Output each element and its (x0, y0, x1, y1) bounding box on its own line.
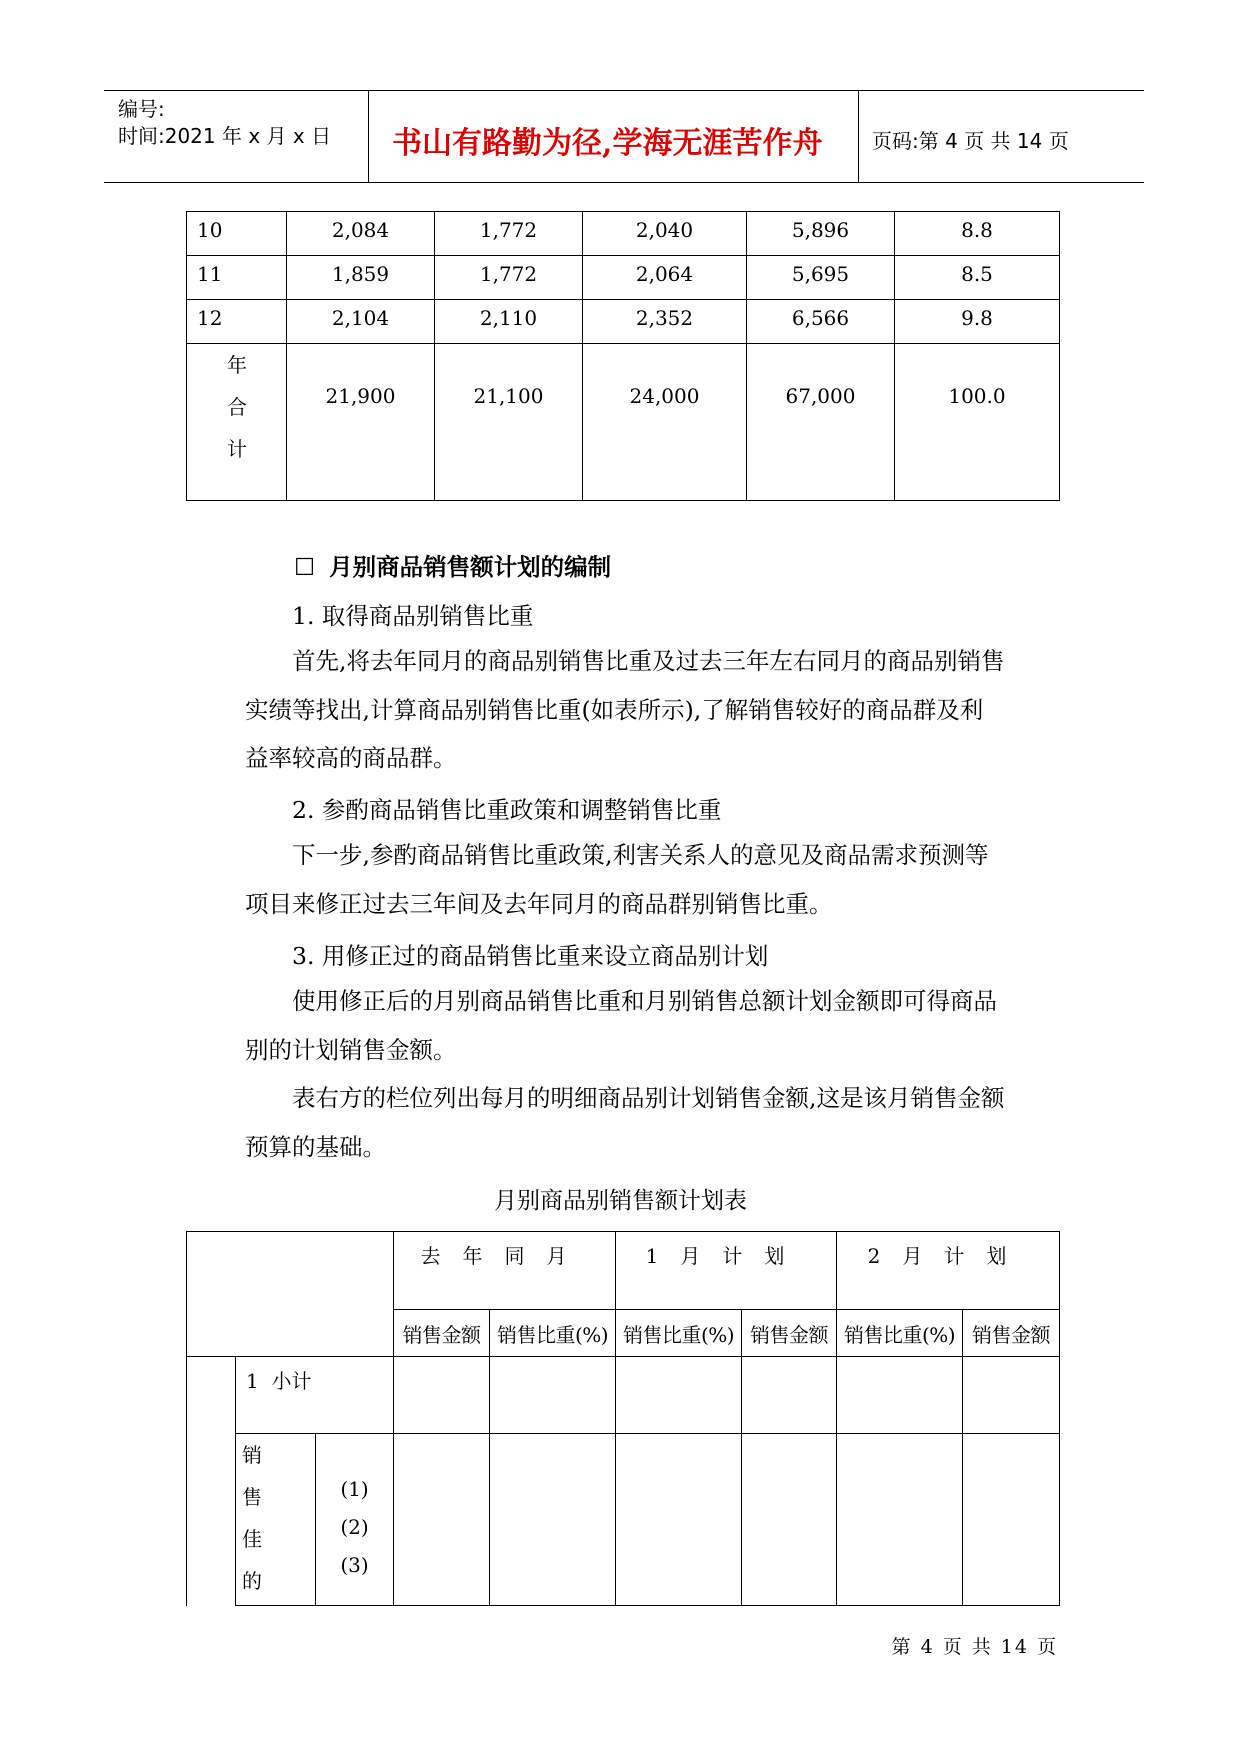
table-row (187, 1232, 1060, 1310)
paragraph-2: 下一步,参酌商品销售比重政策,利害关系人的意见及商品需求预测等项目来修正过去三年间及去年同月的商品群别销售比重。 (245, 841, 989, 918)
item-list-cell (316, 1434, 394, 1606)
value-cell: 2,064 (583, 256, 747, 300)
value-cell: 8.5 (895, 256, 1060, 300)
table-row (187, 1434, 1060, 1606)
column-header: 销售比重(%) (616, 1310, 742, 1357)
value-cell: 100.0 (895, 344, 1060, 501)
empty-cell (394, 1434, 490, 1606)
value-cell: 1,859 (287, 256, 435, 300)
outer-margin-cell (187, 1357, 236, 1606)
group-header: 2月计划 (837, 1232, 1060, 1310)
total-label-char: 计 (227, 437, 247, 461)
group-header: 1月计划 (616, 1232, 837, 1310)
empty-cell (490, 1357, 616, 1434)
table-row (187, 1357, 1060, 1434)
item-number: (1) (340, 1477, 369, 1501)
total-label-cell (187, 344, 287, 501)
subtotal-label: 1 小计 (236, 1357, 394, 1434)
empty-cell (837, 1357, 963, 1434)
column-header: 销售比重(%) (837, 1310, 963, 1357)
value-cell: 9.8 (895, 300, 1060, 344)
empty-cell (742, 1434, 837, 1606)
table-row (187, 300, 1060, 344)
total-label-char: 合 (227, 395, 247, 419)
time-label: 时间:2021 年 x 月 x 日 (118, 124, 332, 148)
category-char: 的 (242, 1569, 262, 1593)
value-cell: 5,695 (747, 256, 895, 300)
step-1-title: 1. 取得商品别销售比重 (292, 602, 534, 630)
value-cell: 21,900 (287, 344, 435, 501)
empty-cell (837, 1434, 963, 1606)
total-row (187, 344, 1060, 501)
category-label-cell (236, 1434, 316, 1606)
table-row (187, 256, 1060, 300)
empty-cell (394, 1357, 490, 1434)
value-cell: 8.8 (895, 212, 1060, 256)
month-cell: 10 (187, 212, 287, 256)
total-label-char: 年 (227, 353, 247, 377)
table-row (187, 212, 1060, 256)
paragraph-3: 使用修正后的月别商品销售比重和月别销售总额计划金额即可得商品别的计划销售金额。 (245, 987, 997, 1064)
page-footer: 第 4 页 共 14 页 (891, 1636, 1058, 1658)
item-number: (2) (340, 1515, 369, 1539)
empty-cell (616, 1434, 742, 1606)
value-cell: 1,772 (435, 212, 583, 256)
paragraph-1: 首先,将去年同月的商品别销售比重及过去三年左右同月的商品别销售实绩等找出,计算商品别销售比重(如表所示),了解销售较好的商品群及利益率较高的商品群。 (245, 647, 1005, 772)
group-header: 去年同月 (394, 1232, 616, 1310)
value-cell: 2,104 (287, 300, 435, 344)
category-char: 佳 (242, 1527, 262, 1551)
empty-cell (616, 1357, 742, 1434)
checkbox-icon: ☐ (294, 553, 316, 581)
category-char: 销 (242, 1443, 262, 1467)
column-header: 销售金额 (394, 1310, 490, 1357)
corner-cell (187, 1232, 394, 1357)
value-cell: 2,084 (287, 212, 435, 256)
value-cell: 5,896 (747, 212, 895, 256)
value-cell: 2,352 (583, 300, 747, 344)
value-cell: 1,772 (435, 256, 583, 300)
header-bottom-rule (104, 182, 1144, 183)
column-header: 销售比重(%) (490, 1310, 616, 1357)
month-cell: 11 (187, 256, 287, 300)
item-number: (3) (340, 1553, 369, 1577)
step-3-title: 3. 用修正过的商品销售比重来设立商品别计划 (292, 942, 769, 970)
month-cell: 12 (187, 300, 287, 344)
value-cell: 21,100 (435, 344, 583, 501)
header-divider-right (858, 90, 859, 182)
empty-cell (963, 1357, 1060, 1434)
value-cell: 6,566 (747, 300, 895, 344)
value-cell: 67,000 (747, 344, 895, 501)
empty-cell (490, 1434, 616, 1606)
motto: 书山有路勤为径,学海无涯苦作舟 (392, 126, 823, 161)
category-char: 售 (242, 1485, 262, 1509)
column-header: 销售金额 (963, 1310, 1060, 1357)
value-cell: 24,000 (583, 344, 747, 501)
table2-title: 月别商品别销售额计划表 (494, 1188, 747, 1214)
header-top-rule (104, 90, 1144, 91)
value-cell: 2,040 (583, 212, 747, 256)
value-cell: 2,110 (435, 300, 583, 344)
annual-sales-table (186, 211, 1060, 501)
page-label: 页码:第 4 页 共 14 页 (872, 129, 1069, 153)
section-heading (294, 548, 611, 582)
column-header: 销售金额 (742, 1310, 837, 1357)
serial-label: 编号: (118, 97, 165, 121)
paragraph-4: 表右方的栏位列出每月的明细商品别计划销售金额,这是该月销售金额预算的基础。 (245, 1084, 1005, 1161)
monthly-plan-table (186, 1231, 1060, 1606)
empty-cell (963, 1434, 1060, 1606)
header-divider-left (368, 90, 369, 182)
section-heading-text: 月别商品销售额计划的编制 (329, 553, 612, 581)
step-2-title: 2. 参酌商品销售比重政策和调整销售比重 (292, 796, 722, 824)
empty-cell (742, 1357, 837, 1434)
